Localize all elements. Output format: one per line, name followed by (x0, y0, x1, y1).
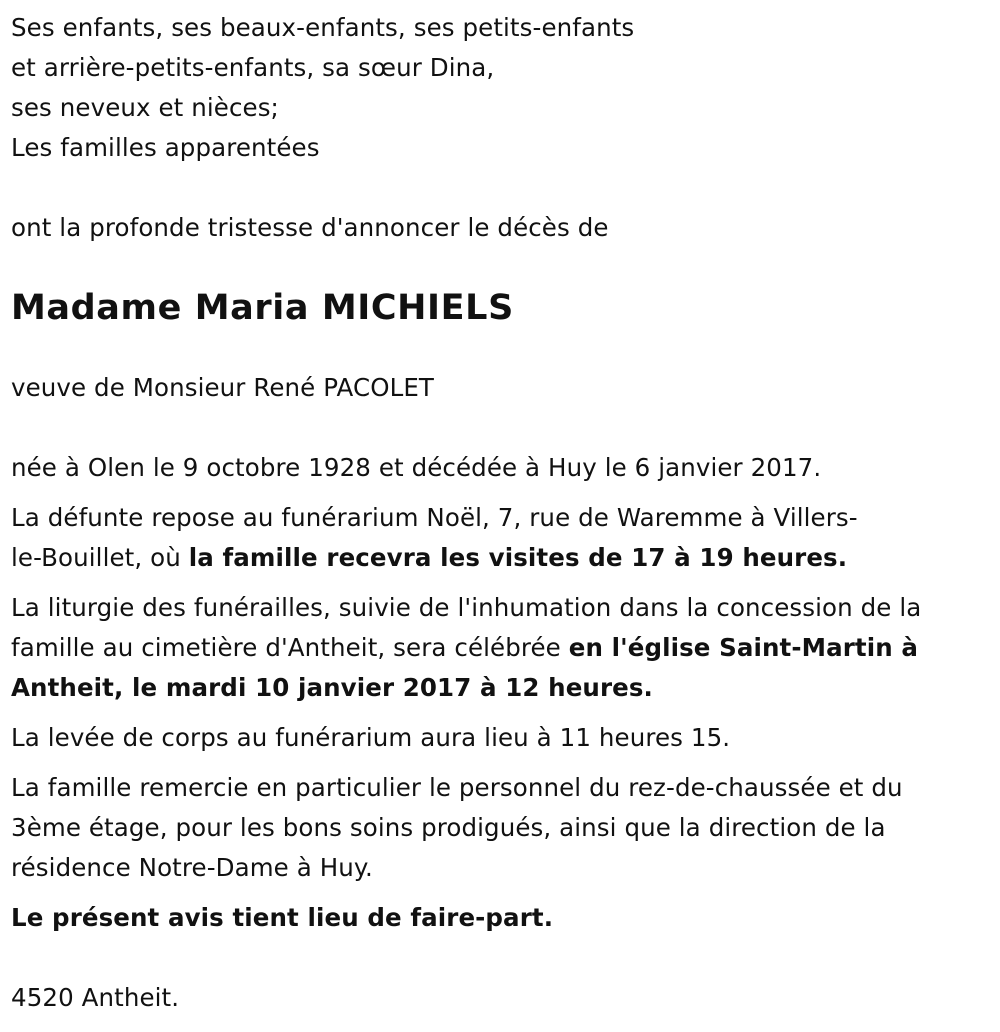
deceased-name: Madame Maria MICHIELS (11, 288, 514, 328)
funeral-paragraph (11, 588, 991, 708)
visitation-text: le-Bouillet, où (11, 543, 189, 572)
family-line: Ses enfants, ses beaux-enfants, ses petits-enfants (11, 13, 635, 42)
family-line: et arrière-petits-enfants, sa sœur Dina, (11, 53, 495, 82)
birth-death-text: née à Olen le 9 octobre 1928 et décédée à Huy le 6 janvier 2017. (11, 453, 822, 482)
thanks-line: résidence Notre-Dame à Huy. (11, 853, 373, 882)
announcement-text: ont la profonde tristesse d'annoncer le décès de (11, 213, 609, 242)
funeral-text: famille au cimetière d'Antheit, sera célébrée (11, 633, 569, 662)
visitation-paragraph (11, 498, 991, 578)
thanks-paragraph (11, 768, 991, 888)
funeral-church: en l'église Saint-Martin à (568, 633, 919, 662)
visitation-line (11, 538, 991, 578)
obituary-notice (11, 8, 991, 1018)
family-line: ses neveux et nièces; (11, 93, 279, 122)
address-text: 4520 Antheit. (11, 983, 180, 1012)
visitation-line: La défunte repose au funérarium Noël, 7, rue de Waremme à Villers- (11, 503, 858, 532)
levee-text: La levée de corps au funérarium aura lieu à 11 heures 15. (11, 723, 731, 752)
faire-part-notice: Le présent avis tient lieu de faire-part. (11, 903, 554, 932)
funeral-date-time: Antheit, le mardi 10 janvier 2017 à 12 heures. (11, 673, 653, 702)
thanks-line: La famille remercie en particulier le personnel du rez-de-chaussée et du (11, 773, 903, 802)
visitation-hours: la famille recevra les visites de 17 à 19 heures. (188, 543, 848, 572)
widow-of-text: veuve de Monsieur René PACOLET (11, 373, 434, 402)
family-line: Les familles apparentées (11, 133, 320, 162)
thanks-line: 3ème étage, pour les bons soins prodigués, ainsi que la direction de la (11, 813, 886, 842)
family-list (11, 8, 991, 168)
funeral-line (11, 628, 991, 668)
funeral-line: La liturgie des funérailles, suivie de l'inhumation dans la concession de la (11, 593, 922, 622)
